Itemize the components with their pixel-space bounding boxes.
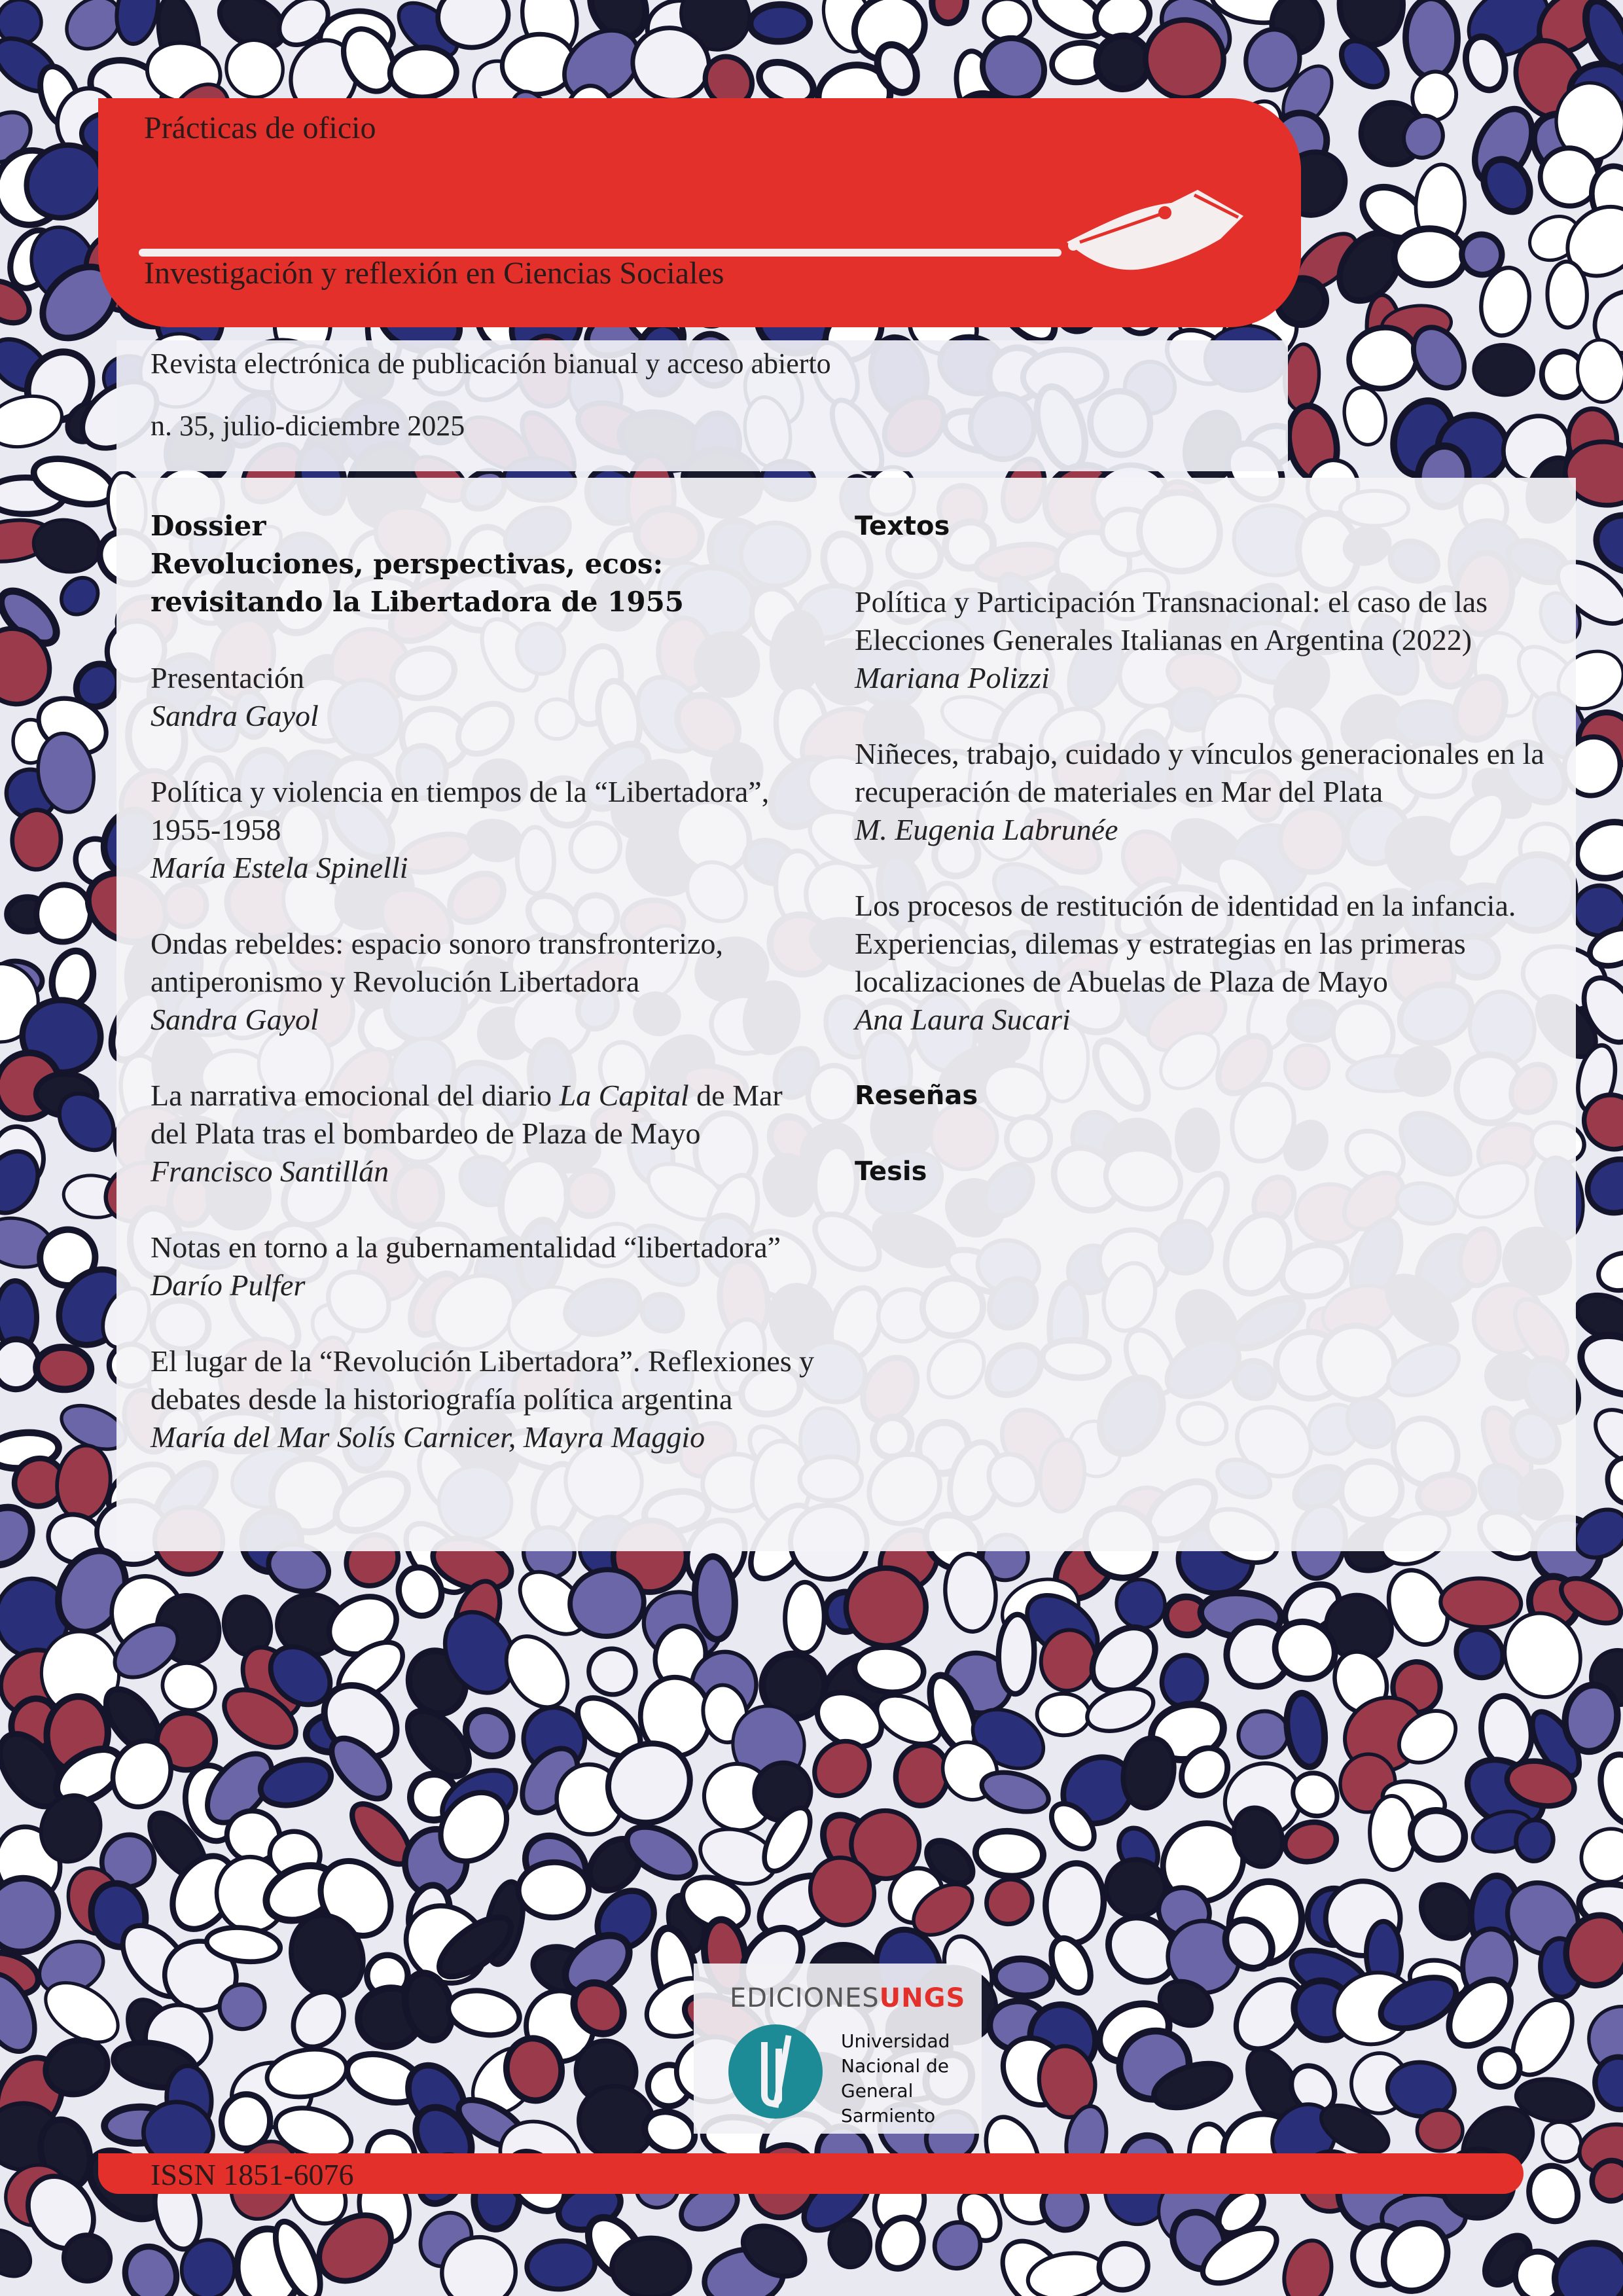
university-line: Universidad bbox=[841, 2030, 950, 2052]
toc-entry[interactable] bbox=[151, 659, 825, 735]
pattern-blob bbox=[157, 1657, 221, 1716]
pattern-blob bbox=[1339, 0, 1403, 46]
ediciones-prefix: EDICIONES bbox=[730, 1983, 880, 2013]
toc-entry[interactable] bbox=[151, 925, 825, 1039]
pattern-blob bbox=[612, 2238, 690, 2296]
article-author: Ana Laura Sucari bbox=[855, 1003, 1071, 1036]
pattern-blob bbox=[10, 809, 62, 871]
issue-info bbox=[116, 340, 1288, 471]
pattern-blob bbox=[974, 1829, 1045, 1878]
journal-header bbox=[98, 98, 1301, 327]
article-author: María del Mar Solís Carnicer, Mayra Maggio bbox=[151, 1420, 705, 1454]
university-line: General bbox=[841, 2080, 914, 2102]
pattern-blob bbox=[749, 3, 810, 42]
pattern-blob bbox=[35, 1346, 92, 1391]
toc-entry[interactable] bbox=[151, 1229, 825, 1304]
article-title: Política y Participación Transnacional: el caso de las Elecciones Generales Italianas en Argentina (2022) bbox=[855, 585, 1488, 656]
pattern-blob bbox=[1093, 2237, 1154, 2296]
journal-name: Prácticas de oficio bbox=[144, 111, 376, 145]
pattern-blob bbox=[1339, 384, 1391, 448]
pattern-blob bbox=[1417, 2109, 1463, 2151]
pattern-blob bbox=[1592, 1748, 1623, 1831]
dossier-title: Revoluciones, perspectivas, ecos: revisitando la Libertadora de 1955 bbox=[151, 548, 685, 618]
article-author: Mariana Polizzi bbox=[855, 661, 1050, 694]
toc-entry[interactable] bbox=[855, 887, 1555, 1039]
pattern-blob bbox=[1283, 1691, 1329, 1769]
pattern-blob bbox=[444, 1985, 523, 2041]
pattern-blob bbox=[1447, 1621, 1512, 1687]
pattern-blob bbox=[1579, 1150, 1623, 1222]
pattern-blob bbox=[1044, 1932, 1098, 1998]
university-line: Sarmiento bbox=[841, 2105, 936, 2126]
pattern-blob bbox=[1158, 1651, 1211, 1710]
university-name bbox=[841, 2029, 950, 2128]
pattern-blob bbox=[827, 2218, 872, 2269]
pattern-blob bbox=[218, 1983, 266, 2031]
pattern-blob bbox=[582, 1642, 642, 1701]
ediciones-ungs-label bbox=[730, 1983, 965, 2013]
pattern-blob bbox=[1547, 261, 1588, 328]
pattern-blob bbox=[977, 1765, 1053, 1818]
newspaper-name: La Capital bbox=[559, 1079, 689, 1112]
pattern-blob bbox=[978, 1870, 1041, 1933]
pattern-blob bbox=[1594, 1247, 1623, 1296]
pattern-blob bbox=[930, 0, 968, 25]
pattern-blob bbox=[525, 2238, 597, 2292]
article-title: Niñeces, trabajo, cuidado y vínculos generacionales en la recuperación de materiales en Mar del Plata bbox=[855, 737, 1544, 808]
article-title: Notas en torno a la gubernamentalidad “libertadora” bbox=[151, 1230, 781, 1264]
toc-entry[interactable] bbox=[855, 735, 1555, 849]
textos-column bbox=[855, 507, 1555, 1191]
table-of-contents bbox=[116, 478, 1576, 1551]
article-author: Francisco Santillán bbox=[151, 1155, 389, 1188]
toc-entry[interactable] bbox=[855, 583, 1555, 697]
journal-subtitle: Investigación y reflexión en Ciencias Sociales bbox=[144, 256, 724, 291]
pattern-blob bbox=[1575, 338, 1623, 404]
article-title-part: La narrativa emocional del diario bbox=[151, 1079, 560, 1112]
article-title: Presentación bbox=[151, 661, 305, 694]
pattern-blob bbox=[1405, 0, 1458, 79]
article-title: Política y violencia en tiempos de la “Libertadora”, 1955-1958 bbox=[151, 775, 770, 846]
pattern-blob bbox=[31, 880, 96, 947]
ungs-logo-icon bbox=[726, 2022, 825, 2121]
article-title: Ondas rebeldes: espacio sonoro transfronterizo, antiperonismo y Revolución Libertadora bbox=[151, 927, 723, 998]
pattern-blob bbox=[1604, 1455, 1623, 1506]
pattern-blob bbox=[263, 2043, 350, 2103]
journal-description: Revista electrónica de publicación bianual y acceso abierto bbox=[151, 348, 831, 380]
pattern-blob bbox=[1082, 1681, 1159, 1738]
pattern-blob bbox=[1569, 813, 1623, 888]
pattern-blob bbox=[1560, 1681, 1622, 1755]
article-author: M. Eugenia Labrunée bbox=[855, 813, 1118, 846]
pattern-blob bbox=[1043, 1861, 1107, 1945]
pattern-blob bbox=[1277, 2235, 1338, 2296]
pattern-blob bbox=[785, 1582, 825, 1653]
pattern-blob bbox=[112, 0, 164, 47]
publisher-logo bbox=[694, 1964, 982, 2134]
ediciones-brand: UNGS bbox=[879, 1983, 966, 2013]
toc-entry[interactable] bbox=[151, 1077, 825, 1191]
article-title bbox=[151, 1077, 825, 1153]
pattern-blob bbox=[993, 1957, 1054, 1998]
article-author: Sandra Gayol bbox=[151, 699, 319, 732]
pattern-blob bbox=[389, 46, 457, 99]
pattern-blob bbox=[1282, 343, 1321, 411]
textos-heading: Textos bbox=[855, 511, 950, 541]
spacer bbox=[855, 545, 1555, 583]
toc-entry[interactable] bbox=[151, 773, 825, 887]
dossier-column bbox=[151, 507, 825, 1456]
tesis-heading[interactable]: Tesis bbox=[855, 1157, 927, 1187]
issue-number: n. 35, julio-diciembre 2025 bbox=[151, 410, 465, 442]
article-title: Los procesos de restitución de identidad en la infancia. Experiencias, dilemas y estrategias en las primeras localizaciones de Abuelas de Plaza de Mayo bbox=[855, 889, 1516, 998]
pattern-blob bbox=[1523, 2161, 1584, 2227]
pattern-blob bbox=[1440, 1577, 1522, 1629]
pattern-blob bbox=[997, 1614, 1036, 1695]
university-line: Nacional de bbox=[841, 2055, 949, 2077]
dossier-heading: Dossier bbox=[151, 510, 266, 542]
fountain-pen-nib-icon bbox=[1067, 177, 1250, 288]
article-author: Sandra Gayol bbox=[151, 1003, 319, 1036]
pattern-blob bbox=[983, 0, 1031, 41]
pattern-blob bbox=[518, 1861, 590, 1918]
article-author: María Estela Spinelli bbox=[151, 851, 408, 884]
toc-entry[interactable] bbox=[151, 1342, 825, 1456]
resenas-heading[interactable]: Reseñas bbox=[855, 1081, 978, 1111]
pattern-blob bbox=[54, 570, 105, 622]
footer-bar bbox=[98, 2153, 1524, 2194]
pattern-blob bbox=[1547, 2235, 1623, 2296]
article-title-part: de Mar del Plata tras el bombardeo de Plaza de Mayo bbox=[151, 1079, 783, 1150]
article-title: El lugar de la “Revolución Libertadora”. Reflexiones y debates desde la historiografía política argentina bbox=[151, 1344, 815, 1416]
pattern-blob bbox=[846, 1568, 926, 1646]
pattern-blob bbox=[1037, 1693, 1091, 1736]
article-author: Darío Pulfer bbox=[151, 1268, 306, 1302]
pattern-blob bbox=[1472, 343, 1535, 397]
pattern-blob bbox=[1394, 228, 1465, 285]
issn: ISSN 1851-6076 bbox=[151, 2158, 354, 2191]
